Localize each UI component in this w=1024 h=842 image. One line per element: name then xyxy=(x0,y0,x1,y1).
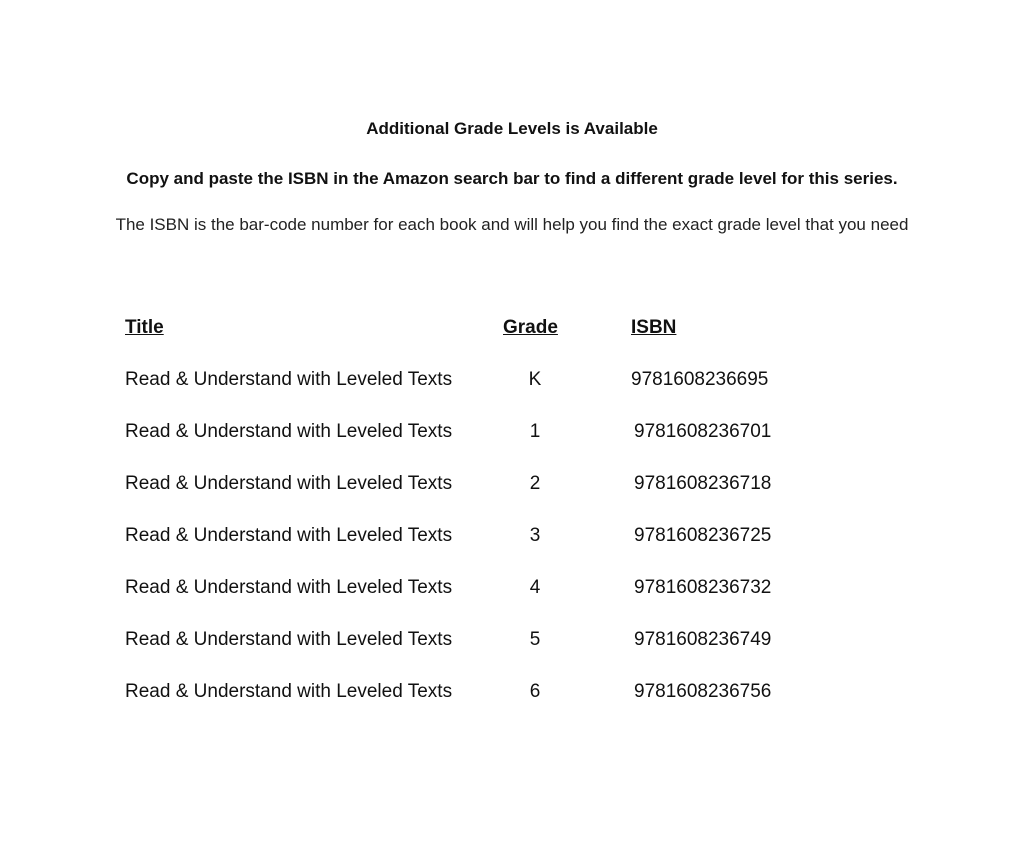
row-grade: 2 xyxy=(529,473,541,494)
column-header-isbn: ISBN xyxy=(631,317,677,338)
row-grade: K xyxy=(528,369,542,390)
row-grade: 6 xyxy=(529,681,541,702)
row-grade: 3 xyxy=(529,525,541,546)
row-grade: 4 xyxy=(529,577,541,598)
row-isbn[interactable]: 9781608236725 xyxy=(634,525,772,546)
instruction-text: Copy and paste the ISBN in the Amazon search bar to find a different grade level for this series. xyxy=(126,169,898,188)
row-isbn[interactable]: 9781608236718 xyxy=(634,473,772,494)
page-title: Additional Grade Levels is Available xyxy=(366,119,658,138)
row-isbn[interactable]: 9781608236695 xyxy=(631,369,769,390)
row-isbn[interactable]: 9781608236749 xyxy=(634,629,772,650)
column-header-title: Title xyxy=(125,317,164,338)
row-isbn[interactable]: 9781608236701 xyxy=(634,421,772,442)
row-title: Read & Understand with Leveled Texts xyxy=(125,577,453,598)
row-title: Read & Understand with Leveled Texts xyxy=(125,525,453,546)
row-grade: 1 xyxy=(529,421,541,442)
row-isbn[interactable]: 9781608236732 xyxy=(634,577,772,598)
row-title: Read & Understand with Leveled Texts xyxy=(125,681,453,702)
row-title: Read & Understand with Leveled Texts xyxy=(125,473,453,494)
row-grade: 5 xyxy=(529,629,541,650)
row-isbn[interactable]: 9781608236756 xyxy=(634,681,772,702)
row-title: Read & Understand with Leveled Texts xyxy=(125,421,453,442)
row-title: Read & Understand with Leveled Texts xyxy=(125,369,453,390)
column-header-grade: Grade xyxy=(503,317,558,338)
isbn-note-text: The ISBN is the bar-code number for each book and will help you find the exact grade level that you need xyxy=(115,215,909,234)
row-title: Read & Understand with Leveled Texts xyxy=(125,629,453,650)
